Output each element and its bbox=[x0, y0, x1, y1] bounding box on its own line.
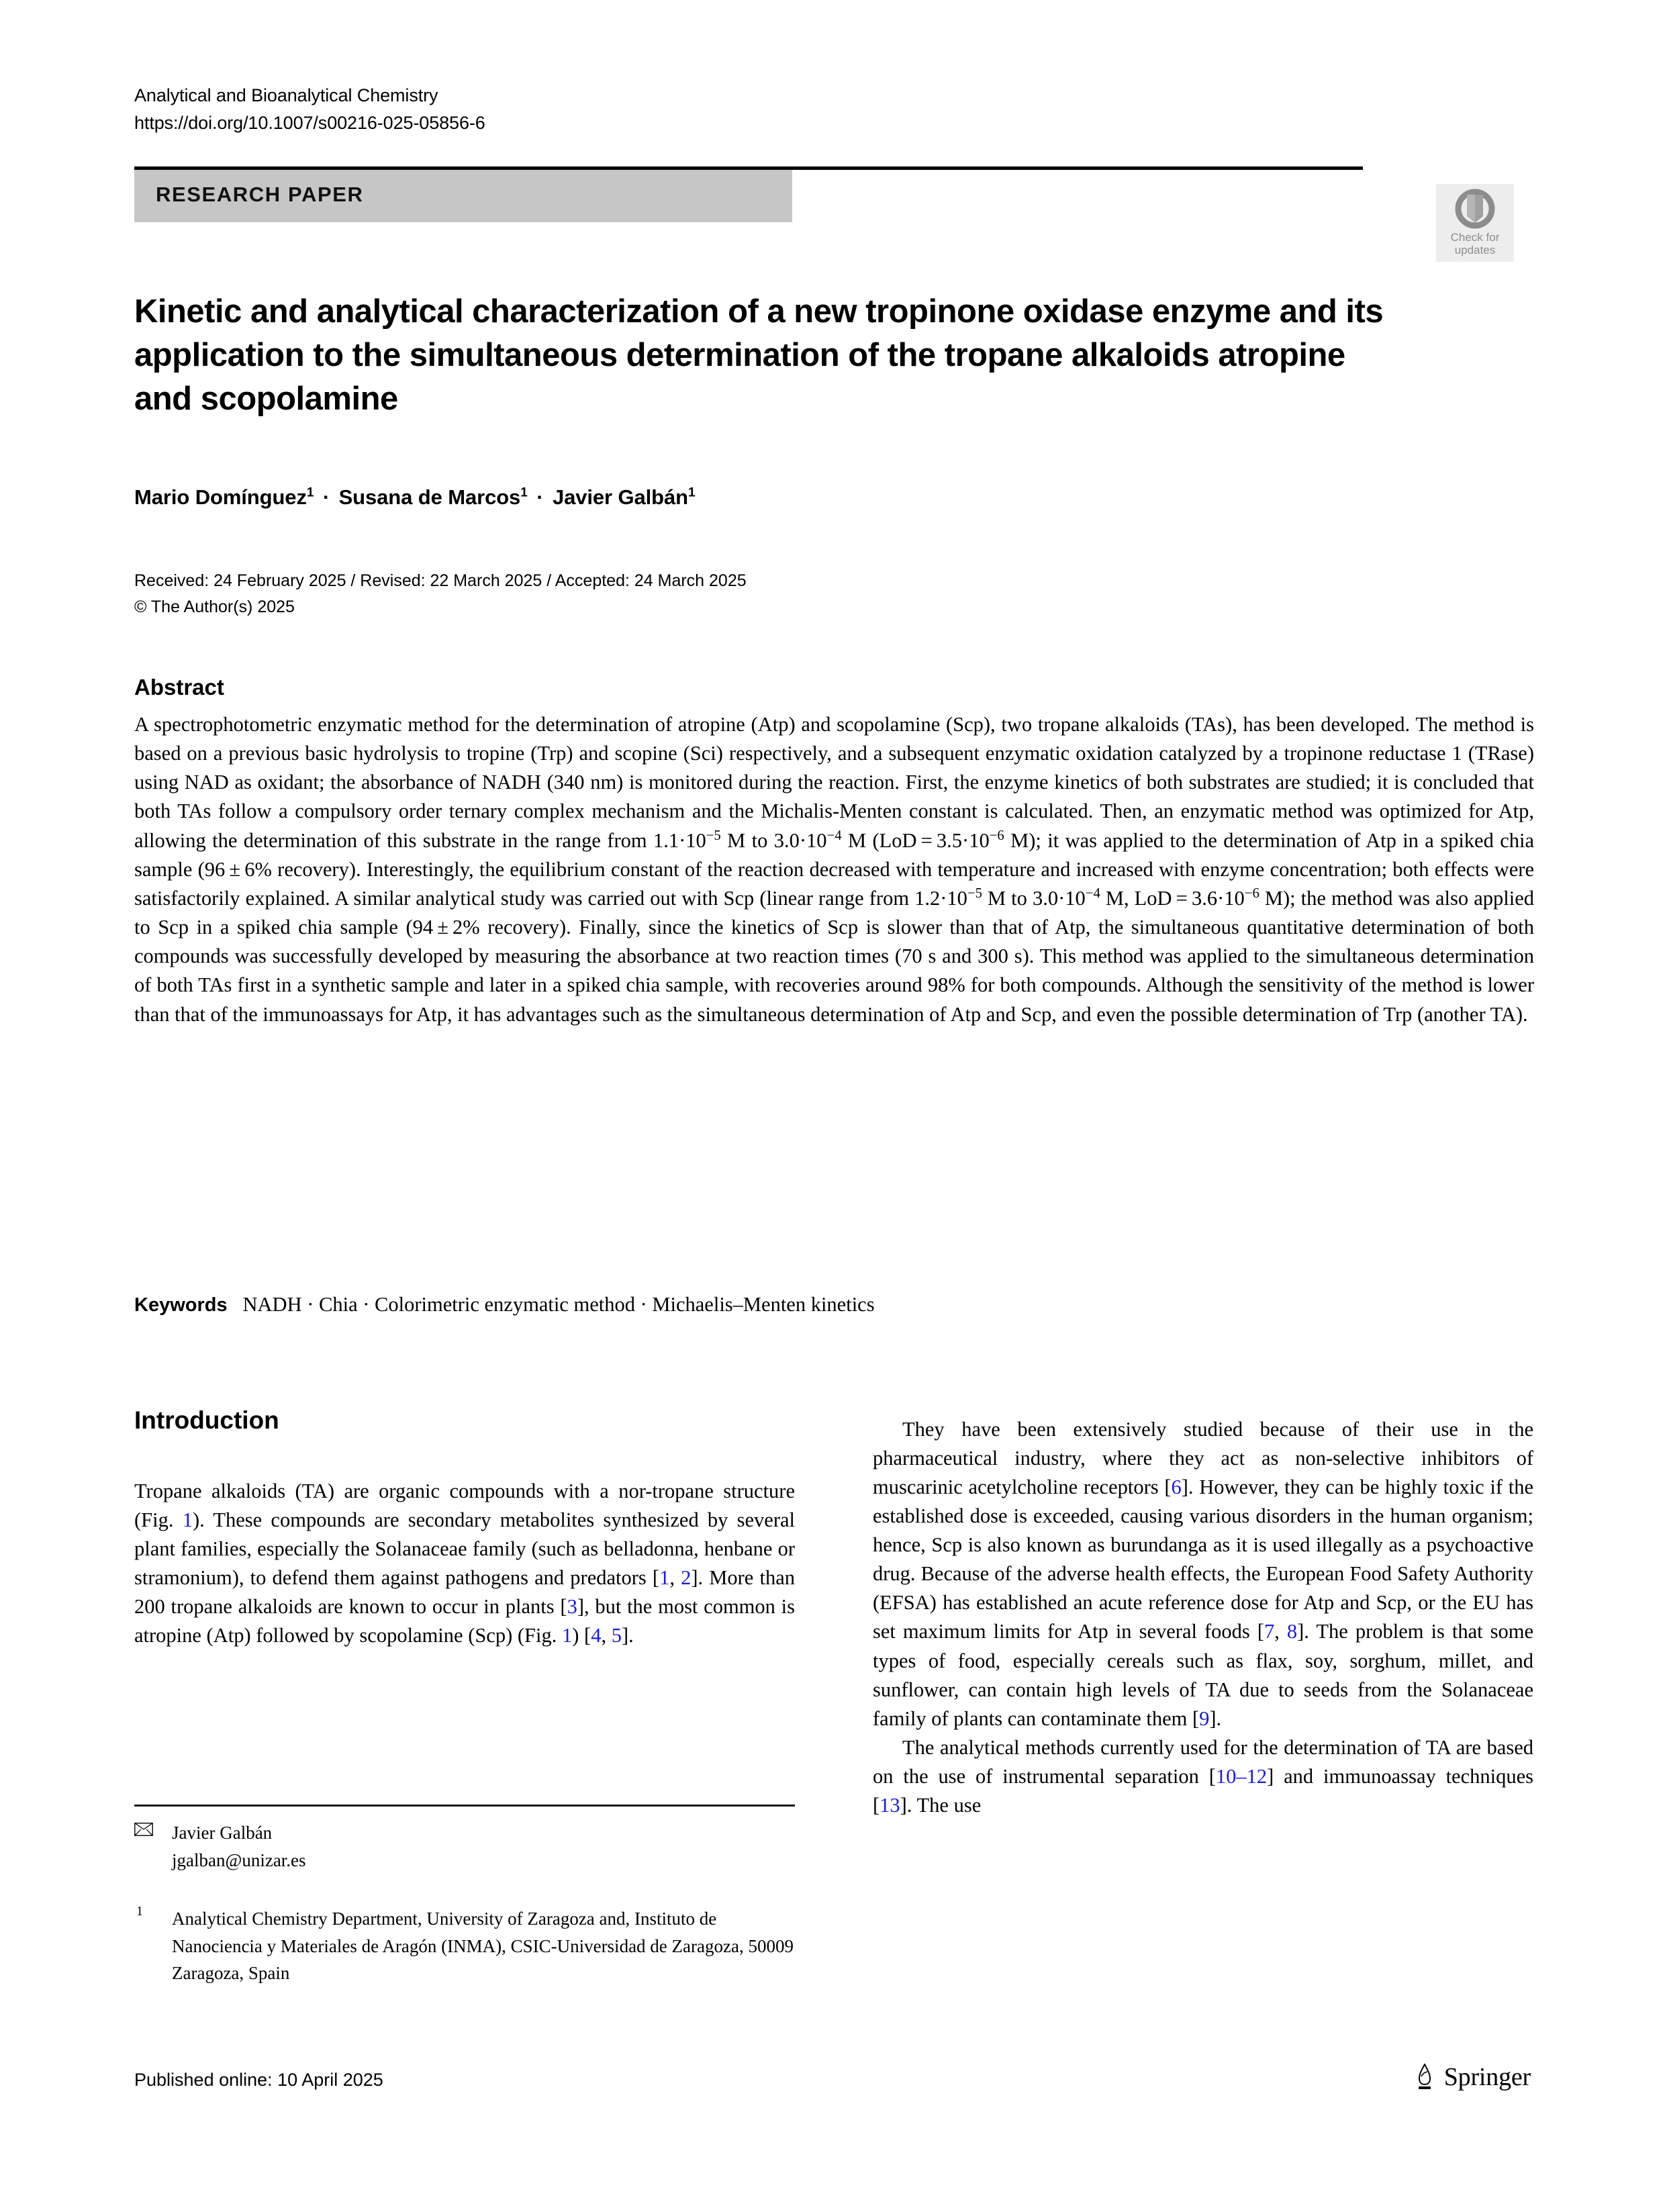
crossmark-badge[interactable] bbox=[1436, 184, 1514, 262]
author[interactable] bbox=[339, 485, 528, 509]
intro-paragraph: They have been extensively studied because of their use in the pharmaceutical industry, where they act as non-selective inhibitors of muscarinic acetylcholine receptors [6]. However, they can be highly toxic if the established dose is exceeded, causing various disorders in the human organism; hence, Scp is also known as burundanga as it is used illegally as a psychoactive drug. Because of the adverse health effects, the European Food Safety Authority (EFSA) has established an acute reference dose for Atp and Scp, or the EU has set maximum limits for Atp in several foods [7, 8]. The problem is that some types of food, especially cereals such as flax, soy, sorghum, millet, and sunflower, can contain high levels of TA due to seeds from the Solanaceae family of plants can contaminate them [9]. bbox=[873, 1418, 1534, 1730]
author-affiliation-mark: 1 bbox=[520, 485, 528, 500]
publisher-name: Springer bbox=[1443, 2063, 1531, 2091]
journal-name: Analytical and Bioanalytical Chemistry bbox=[134, 85, 438, 105]
citation-link[interactable]: 1 bbox=[659, 1566, 670, 1590]
intro-left-column: Tropane alkaloids (TA) are organic compounds with a nor-tropane structure (Fig. 1). These compounds are secondary metabolites synthesized by several plant families, especially the Solanaceae family (such as belladonna, henbane or stramonium), to defend them against pathogens and predators [1, 2]. More than 200 tropane alkaloids are known to occur in plants [3], but the most common is atropine (Atp) followed by scopolamine (Scp) (Fig. 1) [4, 5]. bbox=[134, 1480, 796, 1647]
affiliation-mark: 1 bbox=[136, 1904, 143, 1919]
citation-link[interactable]: 10–12 bbox=[1215, 1764, 1268, 1788]
intro-right-column bbox=[873, 1415, 1533, 1820]
doi-link[interactable]: https://doi.org/10.1007/s00216-025-05856-6 bbox=[134, 113, 485, 134]
crossmark-line-2: updates bbox=[1454, 244, 1496, 257]
check-for-updates-icon bbox=[1450, 188, 1500, 230]
abstract-body: A spectrophotometric enzymatic method for the determination of atropine (Atp) and scopolamine (Scp), two tropane alkaloids (TAs), has been developed. The method is based on a previous basic hydrolysis to tropine (Trp) and scopine (Sci) respectively, and a subsequent enzymatic oxidation catalyzed by a tropinone reductase 1 (TRase) using NAD as oxidant; the absorbance of NADH (340 nm) is monitored during the reaction. First, the enzyme kinetics of both substrates are studied; it is concluded that both TAs follow a compulsory order ternary complex mechanism and the Michalis-Menten constant is calculated. Then, an enzymatic method was optimized for Atp, allowing the determination of this substrate in the range from $1.1\cdot 10^{-5}$ M to $3.0\cdot 10^{-4}$ M ($LoD = 3.5\cdot 10^{-6}$ M); it was applied to the determination of Atp in a spiked chia sample (96 ± 6% recovery). Interestingly, the equilibrium constant of the reaction decreased with temperature and increased with enzyme concentration; both effects were satisfactorily explained. A similar analytical study was carried out with Scp (linear range from $1.2\cdot 10^{-5}$ M to $3.0\cdot 10^{-4}$ M, LoD = $3.6\cdot 10^{-6}$ M); the method was also applied to Scp in a spiked chia sample (94 ± 2% recovery). Finally, since the kinetics of Scp is slower than that of Atp, the simultaneous quantitative determination of both compounds was successfully developed by measuring the absorbance at two reaction times (70 s and 300 s). This method was applied to the simultaneous determination of both TAs first in a synthetic sample and later in a spiked chia sample, with recoveries around 98% for both compounds. Although the sensitivity of the method is lower than that of the immunoassays for Atp, it has advantages such as the simultaneous determination of Atp and Scp, and even the possible determination of Trp (another TA). bbox=[134, 713, 1534, 1026]
citation-link[interactable]: 3 bbox=[567, 1595, 577, 1619]
footnote-divider bbox=[134, 1805, 795, 1807]
citation-link[interactable]: 13 bbox=[879, 1793, 900, 1817]
keyword[interactable]: Chia bbox=[319, 1293, 358, 1316]
corresponding-author-block bbox=[134, 1819, 795, 1874]
keyword[interactable]: NADH bbox=[242, 1293, 302, 1316]
author-list bbox=[134, 485, 695, 510]
published-online: Published online: 10 April 2025 bbox=[134, 2070, 383, 2090]
citation-link[interactable]: 6 bbox=[1171, 1476, 1182, 1499]
exponent: −6 bbox=[989, 828, 1004, 843]
abstract-heading: Abstract bbox=[134, 675, 224, 700]
citation-link[interactable]: 8 bbox=[1286, 1620, 1298, 1643]
received-revised-accepted: Received: 24 February 2025 / Revised: 22 March 2025 / Accepted: 24 March 2025 bbox=[134, 571, 747, 590]
exponent: −4 bbox=[1085, 885, 1100, 901]
citation-link[interactable]: 1 bbox=[182, 1508, 193, 1532]
section-heading-introduction: Introduction bbox=[134, 1406, 279, 1434]
affiliation-block bbox=[134, 1905, 795, 1987]
corresponding-author-name: Javier Galbán bbox=[172, 1823, 273, 1843]
keywords-line bbox=[134, 1290, 1534, 1319]
affiliation-text: Analytical Chemistry Department, University of Zaragoza and, Instituto de Nanociencia y Materiales de Aragón (INMA), CSIC-Universidad de Zaragoza, 50009 Zaragoza, Spain bbox=[172, 1909, 794, 1983]
citation-link[interactable]: 7 bbox=[1264, 1620, 1275, 1643]
intro-paragraph: The analytical methods currently used for the determination of TA are based on the use of instrumental separation [10–12] and immunoassay techniques [13]. The use bbox=[873, 1735, 1533, 1817]
author-name: Javier Galbán bbox=[552, 485, 688, 509]
article-type-label: RESEARCH PAPER bbox=[156, 183, 364, 206]
exponent: −4 bbox=[826, 828, 842, 843]
article-history bbox=[134, 568, 747, 620]
exponent: −5 bbox=[967, 885, 982, 901]
author-affiliation-mark: 1 bbox=[687, 485, 696, 500]
journal-header bbox=[134, 82, 485, 137]
corresponding-author-email[interactable]: jgalban@unizar.es bbox=[172, 1849, 306, 1870]
exponent: −5 bbox=[706, 828, 721, 843]
citation-link[interactable]: 5 bbox=[611, 1624, 622, 1647]
crossmark-line-1: Check for bbox=[1450, 231, 1500, 244]
author-name: Susana de Marcos bbox=[338, 485, 521, 509]
page-title: Kinetic and analytical characterization of a new tropinone oxidase enzyme and its application to the simultaneous determination of the tropane alkaloids atropine and scopolamine bbox=[134, 293, 1384, 418]
keywords-label: Keywords bbox=[134, 1294, 228, 1316]
keyword[interactable]: Colorimetric enzymatic method bbox=[375, 1293, 635, 1316]
envelope-icon bbox=[134, 1823, 153, 1836]
springer-logo-icon bbox=[1413, 2064, 1436, 2090]
exponent: −6 bbox=[1244, 885, 1259, 901]
author-affiliation-mark: 1 bbox=[306, 485, 314, 500]
author-separator: · bbox=[322, 485, 330, 509]
citation-link[interactable]: 4 bbox=[591, 1624, 602, 1647]
author-name: Mario Domínguez bbox=[134, 485, 307, 509]
keywords-items: NADH · Chia · Colorimetric enzymatic method · Michaelis–Menten kinetics bbox=[242, 1293, 875, 1316]
author[interactable] bbox=[134, 485, 314, 509]
author-separator: · bbox=[536, 485, 544, 509]
author[interactable] bbox=[553, 485, 696, 509]
keyword[interactable]: Michaelis–Menten kinetics bbox=[652, 1293, 875, 1316]
citation-link[interactable]: 1 bbox=[561, 1624, 573, 1647]
citation-link[interactable]: 2 bbox=[681, 1566, 692, 1590]
publisher-logo bbox=[1413, 2062, 1531, 2092]
citation-link[interactable]: 9 bbox=[1199, 1706, 1210, 1730]
copyright-line: © The Author(s) 2025 bbox=[134, 597, 295, 616]
